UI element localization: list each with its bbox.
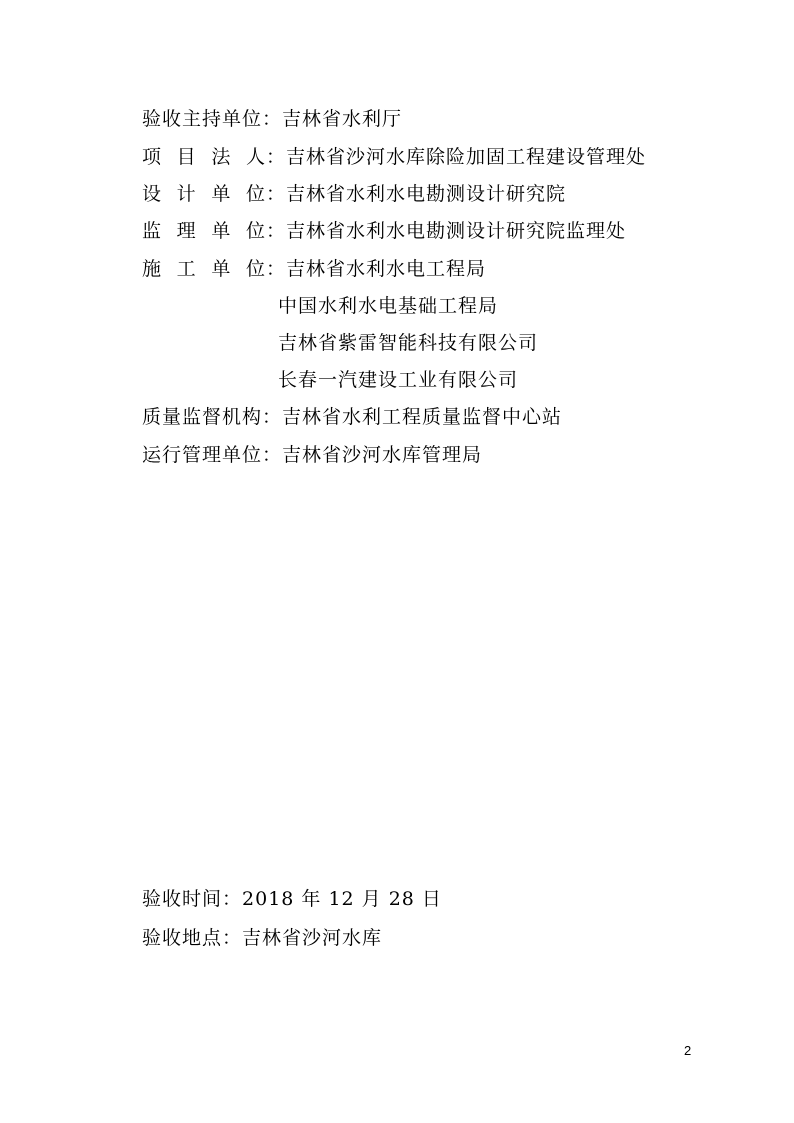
page-number: 2 — [684, 1043, 692, 1058]
project-legal-label — [142, 145, 266, 169]
label-char: 位 — [245, 183, 266, 205]
operation-management-label: 运行管理单位： — [142, 444, 283, 466]
acceptance-time-value: 2018 年 12 月 28 日 — [242, 888, 442, 910]
operation-management-value: 吉林省沙河水库管理局 — [282, 444, 483, 466]
project-legal-value: 吉林省沙河水库除险加固工程建设管理处 — [286, 146, 647, 168]
construction-unit-line — [142, 257, 486, 281]
design-unit-value: 吉林省水利水电勘测设计研究院 — [286, 183, 567, 205]
supervision-unit-value: 吉林省水利水电勘测设计研究院监理处 — [286, 220, 627, 242]
acceptance-time-line — [142, 887, 442, 911]
label-char: 项 — [142, 146, 163, 168]
acceptance-time-label: 验收时间： — [142, 888, 243, 910]
label-char: 设 — [142, 183, 163, 205]
acceptance-place-line — [142, 926, 382, 950]
design-unit-label — [142, 182, 266, 206]
label-char: 工 — [176, 258, 197, 280]
project-legal-line — [142, 145, 646, 169]
acceptance-place-label: 验收地点： — [142, 927, 243, 949]
quality-supervision-line — [142, 405, 562, 429]
host-unit-label: 验收主持单位： — [142, 108, 283, 130]
operation-management-line — [142, 443, 482, 467]
label-char: 单 — [211, 220, 232, 242]
label-char: 法 — [211, 146, 232, 168]
label-char: 目 — [176, 146, 197, 168]
label-char: 监 — [142, 220, 163, 242]
label-char: 位 — [245, 220, 266, 242]
label-char: 计 — [176, 183, 197, 205]
supervision-unit-label — [142, 219, 266, 243]
label-colon: ： — [266, 220, 287, 242]
construction-unit-label — [142, 257, 266, 281]
label-char: 施 — [142, 258, 163, 280]
construction-unit-value-1: 吉林省水利水电工程局 — [286, 258, 487, 280]
label-colon: ： — [266, 146, 287, 168]
host-unit-line — [142, 107, 402, 131]
construction-unit-value-4: 长春一汽建设工业有限公司 — [278, 369, 519, 391]
quality-supervision-value: 吉林省水利工程质量监督中心站 — [282, 406, 563, 428]
label-char: 单 — [211, 183, 232, 205]
label-char: 位 — [245, 258, 266, 280]
construction-unit-value-3: 吉林省紫雷智能科技有限公司 — [278, 332, 539, 354]
label-char: 理 — [176, 220, 197, 242]
label-char: 单 — [211, 258, 232, 280]
host-unit-value: 吉林省水利厅 — [282, 108, 403, 130]
label-colon: ： — [266, 258, 287, 280]
acceptance-place-value: 吉林省沙河水库 — [242, 927, 383, 949]
supervision-unit-line — [142, 219, 626, 243]
construction-unit-value-2: 中国水利水电基础工程局 — [278, 295, 499, 317]
quality-supervision-label: 质量监督机构： — [142, 406, 283, 428]
design-unit-line — [142, 182, 566, 206]
label-char: 人 — [245, 146, 266, 168]
label-colon: ： — [266, 183, 287, 205]
